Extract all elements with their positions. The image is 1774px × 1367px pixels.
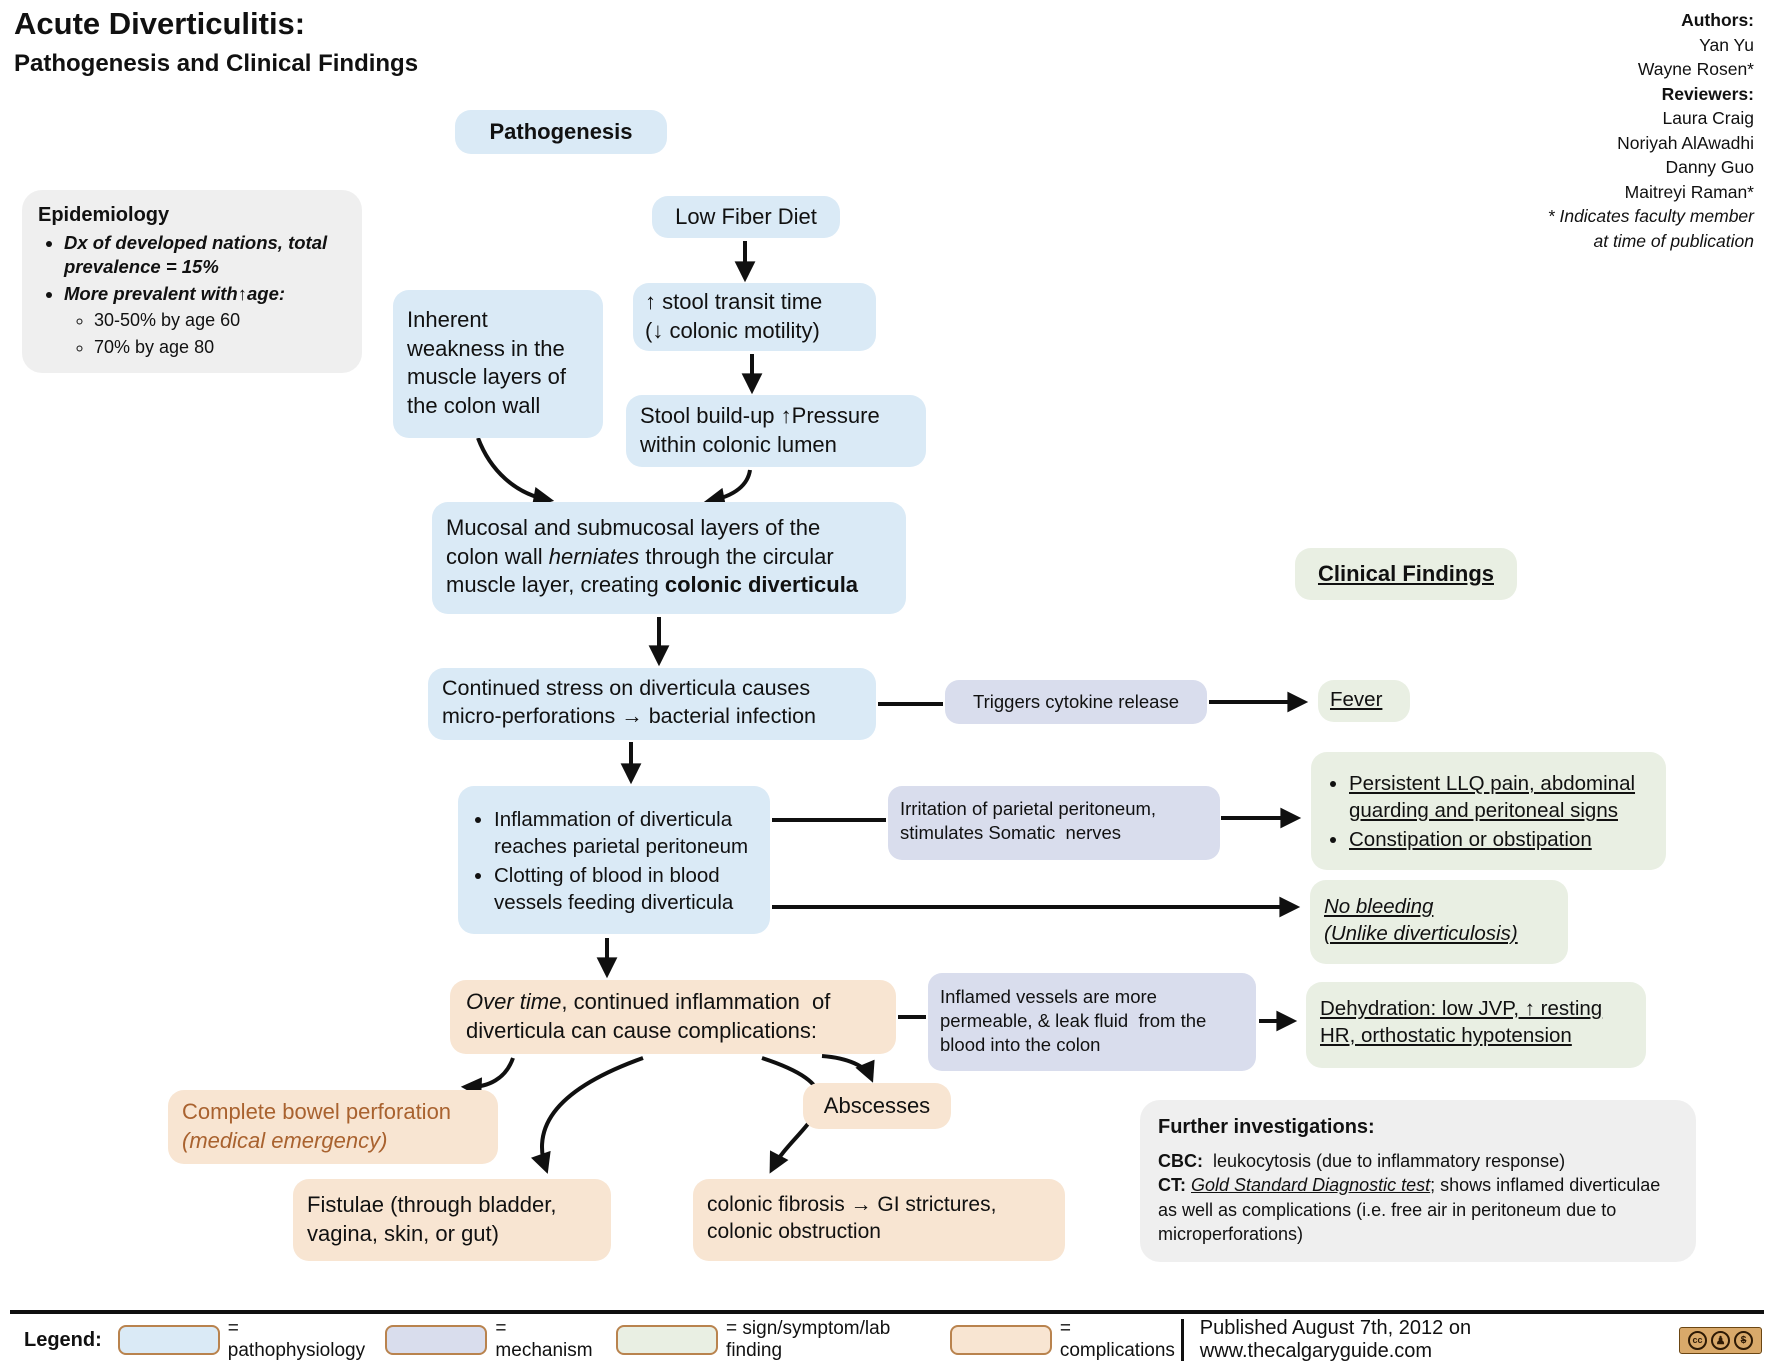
comp-bowel-perforation: Complete bowel perforation (medical emergency) [168,1090,498,1164]
mech-cytokine-release: Triggers cytokine release [945,680,1207,724]
box-low-fiber-diet: Low Fiber Diet [652,196,840,238]
investigations-heading: Further investigations: [1158,1116,1375,1138]
published-note: Published August 7th, 2012 on www.thecalgaryguide.com [1199,1317,1472,1362]
box-continued-stress: Continued stress on diverticula causes micro-perforations → bacterial infection [428,668,876,740]
comp-abscesses: Abscesses [803,1083,951,1129]
finding-llq-pain [1311,752,1666,870]
legend-item-label: = pathophysiology [227,1318,366,1361]
box-stool-transit-time: ↑ stool transit time (↓ colonic motility) [633,283,876,351]
attribution-person-icon: ♟ [1711,1331,1730,1350]
reviewer: Noriyah AlAwadhi [1617,132,1754,153]
box-colonic-diverticula-formation: Mucosal and submucosal layers of the colon wall herniates through the circular muscle layer, creating colonic diverticula [432,502,906,614]
reviewer: Laura Craig [1662,108,1754,128]
epidemiology-sub-bullet: ◦ 30-50% by age 60 [94,309,346,332]
legend-divider-line [10,1310,1764,1314]
faculty-footnote: * Indicates faculty member [1547,206,1754,226]
pathogenesis-column-header: Pathogenesis [455,110,667,154]
clinical-findings-column-header: Clinical Findings [1295,548,1517,600]
authors-label: Authors: [1681,10,1754,30]
finding-fever: Fever [1318,680,1410,722]
mech-inflamed-vessels: Inflamed vessels are more permeable, & leak fluid from the blood into the colon [928,973,1256,1071]
box-inherent-weakness: Inherent weakness in the muscle layers of the colon wall [393,290,603,438]
ct-line: CT: Gold Standard Diagnostic test; shows inflamed diverticulae as well as complications (i.e. free air in peritoneum due to microperforations) [1158,1175,1661,1244]
cc-icon: cc [1688,1331,1707,1350]
comp-over-time: Over time, continued inflammation of diverticula can cause complications: [450,980,896,1054]
epidemiology-panel [22,190,362,373]
authors-credits [1548,8,1754,253]
epidemiology-heading: Epidemiology [38,204,170,226]
legend-swatch-pathophysiology [118,1325,220,1355]
title-line-1: Acute Diverticulitis: [14,6,306,41]
pathophysiology-bullet: • Inflammation of diverticula reaches parietal peritoneum [494,807,760,860]
mech-peritoneum-irritation: Irritation of parietal peritoneum, stimulates Somatic nerves [888,786,1220,860]
legend-label: Legend: [24,1328,102,1351]
finding-bullet: • Constipation or obstipation [1349,827,1654,854]
cc-license-badge [1679,1327,1762,1354]
epidemiology-sub-bullet: ◦ 70% by age 80 [94,336,346,359]
legend-swatch-mechanism [385,1325,487,1355]
author: Wayne Rosen* [1637,59,1754,79]
reviewer: Maitreyi Raman* [1624,181,1754,202]
reviewers-label: Reviewers: [1661,83,1754,104]
legend-swatch-sign-symptom [616,1325,718,1355]
legend-swatch-complications [950,1325,1052,1355]
reviewer: Danny Guo [1665,157,1754,177]
pathophysiology-bullet: • Clotting of blood in blood vessels feeding diverticula [494,863,760,916]
legend-item-label: = complications [1059,1318,1175,1361]
finding-dehydration: Dehydration: low JVP, ↑ resting HR, orthostatic hypotension [1306,982,1646,1068]
epidemiology-bullet: • Dx of developed nations, total prevalence = 15% [64,231,346,279]
finding-bullet: • Persistent LLQ pain, abdominal guarding and peritoneal signs [1349,771,1654,824]
legend-item-label: = sign/symptom/lab finding [726,1318,891,1361]
finding-no-bleeding: No bleeding (Unlike diverticulosis) [1310,880,1568,964]
non-commercial-icon: $ [1734,1331,1753,1350]
page-title [14,6,418,78]
cbc-line: CBC: leukocytosis (due to inflammatory response) [1158,1151,1566,1171]
box-inflammation-and-clotting [458,786,770,934]
author: Yan Yu [1699,34,1754,55]
faculty-footnote: at time of publication [1593,230,1754,251]
comp-fistulae: Fistulae (through bladder, vagina, skin, or gut) [293,1179,611,1261]
legend-item-label: = mechanism [495,1318,593,1361]
epidemiology-bullet: • More prevalent with↑age: ◦ 30-50% by age 60 ◦ 70% by age 80 [64,282,346,359]
legend-separator [1181,1319,1184,1361]
title-line-2: Pathogenesis and Clinical Findings [14,50,419,77]
further-investigations-panel [1140,1100,1696,1262]
legend-bar [24,1316,1762,1364]
box-stool-buildup-pressure: Stool build-up ↑Pressure within colonic lumen [626,395,926,467]
comp-colonic-fibrosis: colonic fibrosis → GI strictures, colonic obstruction [693,1179,1065,1261]
